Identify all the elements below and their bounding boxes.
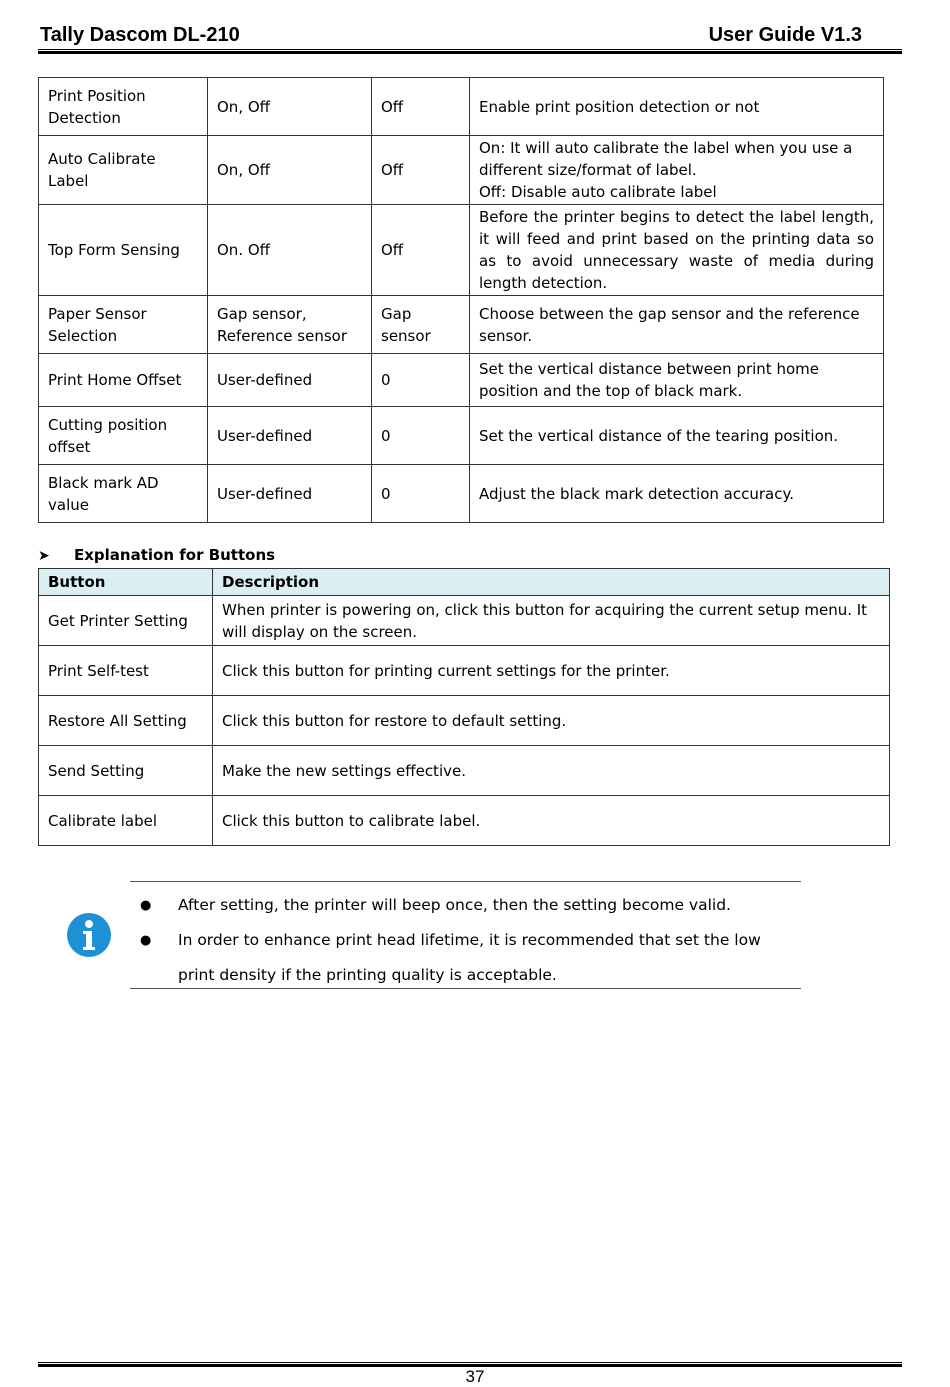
setting-name: Top Form Sensing [39, 205, 208, 296]
column-header-description: Description [213, 569, 890, 596]
table-row [39, 796, 890, 846]
setting-default: 0 [372, 354, 470, 407]
button-name: Send Setting [39, 746, 213, 796]
button-description: When printer is powering on, click this button for acquiring the current setup menu. It will display on the screen. [213, 596, 890, 646]
document-version: User Guide V1.3 [708, 24, 862, 46]
buttons-table [38, 568, 890, 846]
note-rule-bottom [130, 988, 801, 989]
button-description: Make the new settings effective. [213, 746, 890, 796]
setting-name: Print Position Detection [39, 78, 208, 136]
header-rule-thin [38, 49, 902, 50]
setting-default: 0 [372, 465, 470, 523]
header-rule-thick [38, 51, 902, 54]
document-title: Tally Dascom DL-210 [40, 24, 240, 46]
setting-default: Off [372, 136, 470, 205]
setting-options: User-defined [208, 354, 372, 407]
info-icon [66, 912, 112, 958]
button-name: Get Printer Setting [39, 596, 213, 646]
setting-default: Gap sensor [372, 296, 470, 354]
page-number: 37 [465, 1367, 485, 1386]
setting-name: Cutting position offset [39, 407, 208, 465]
button-name: Calibrate label [39, 796, 213, 846]
setting-description: Choose between the gap sensor and the reference sensor. [470, 296, 884, 354]
bullet-icon: ● [140, 933, 152, 948]
table-row [39, 465, 884, 523]
setting-options: User-defined [208, 465, 372, 523]
button-description: Click this button for printing current settings for the printer. [213, 646, 890, 696]
setting-description: Enable print position detection or not [470, 78, 884, 136]
table-row [39, 205, 884, 296]
table-row [39, 407, 884, 465]
setting-description: Before the printer begins to detect the label length, it will feed and print based on the printing data so as to avoid unnecessary waste of media during length detection. [470, 205, 884, 296]
table-row [39, 354, 884, 407]
setting-description: Set the vertical distance of the tearing position. [470, 407, 884, 465]
list-item [138, 923, 798, 993]
setting-options: On, Off [208, 136, 372, 205]
setting-name: Auto Calibrate Label [39, 136, 208, 205]
note-text: In order to enhance print head lifetime, it is recommended that set the low print density if the printing quality is acceptable. [178, 931, 761, 984]
button-name: Print Self-test [39, 646, 213, 696]
footer-rule-thin [38, 1362, 902, 1363]
table-header-row [39, 569, 890, 596]
section-heading [38, 546, 275, 564]
note-list [138, 888, 798, 993]
setting-description: Set the vertical distance between print home position and the top of black mark. [470, 354, 884, 407]
setting-default: Off [372, 78, 470, 136]
setting-options: On, Off [208, 78, 372, 136]
setting-default: 0 [372, 407, 470, 465]
bullet-icon: ● [140, 898, 152, 913]
setting-description: Adjust the black mark detection accuracy. [470, 465, 884, 523]
setting-options: Gap sensor, Reference sensor [208, 296, 372, 354]
note-text: After setting, the printer will beep once, then the setting become valid. [178, 896, 731, 914]
arrow-bullet-icon: ➤ [38, 548, 50, 564]
setting-default: Off [372, 205, 470, 296]
button-description: Click this button for restore to default setting. [213, 696, 890, 746]
setting-name: Black mark AD value [39, 465, 208, 523]
table-row [39, 296, 884, 354]
table-row [39, 136, 884, 205]
table-row [39, 78, 884, 136]
button-name: Restore All Setting [39, 696, 213, 746]
column-header-button: Button [39, 569, 213, 596]
list-item [138, 888, 798, 923]
section-heading-text: Explanation for Buttons [74, 546, 276, 564]
setting-options: On. Off [208, 205, 372, 296]
note-rule-top [130, 881, 801, 882]
table-row [39, 596, 890, 646]
table-row [39, 696, 890, 746]
table-row [39, 746, 890, 796]
button-description: Click this button to calibrate label. [213, 796, 890, 846]
setting-options: User-defined [208, 407, 372, 465]
setting-description: On: It will auto calibrate the label when you use a different size/format of label. Off: Disable auto calibrate label [470, 136, 884, 205]
settings-table [38, 77, 884, 523]
setting-name: Paper Sensor Selection [39, 296, 208, 354]
setting-name: Print Home Offset [39, 354, 208, 407]
table-row [39, 646, 890, 696]
